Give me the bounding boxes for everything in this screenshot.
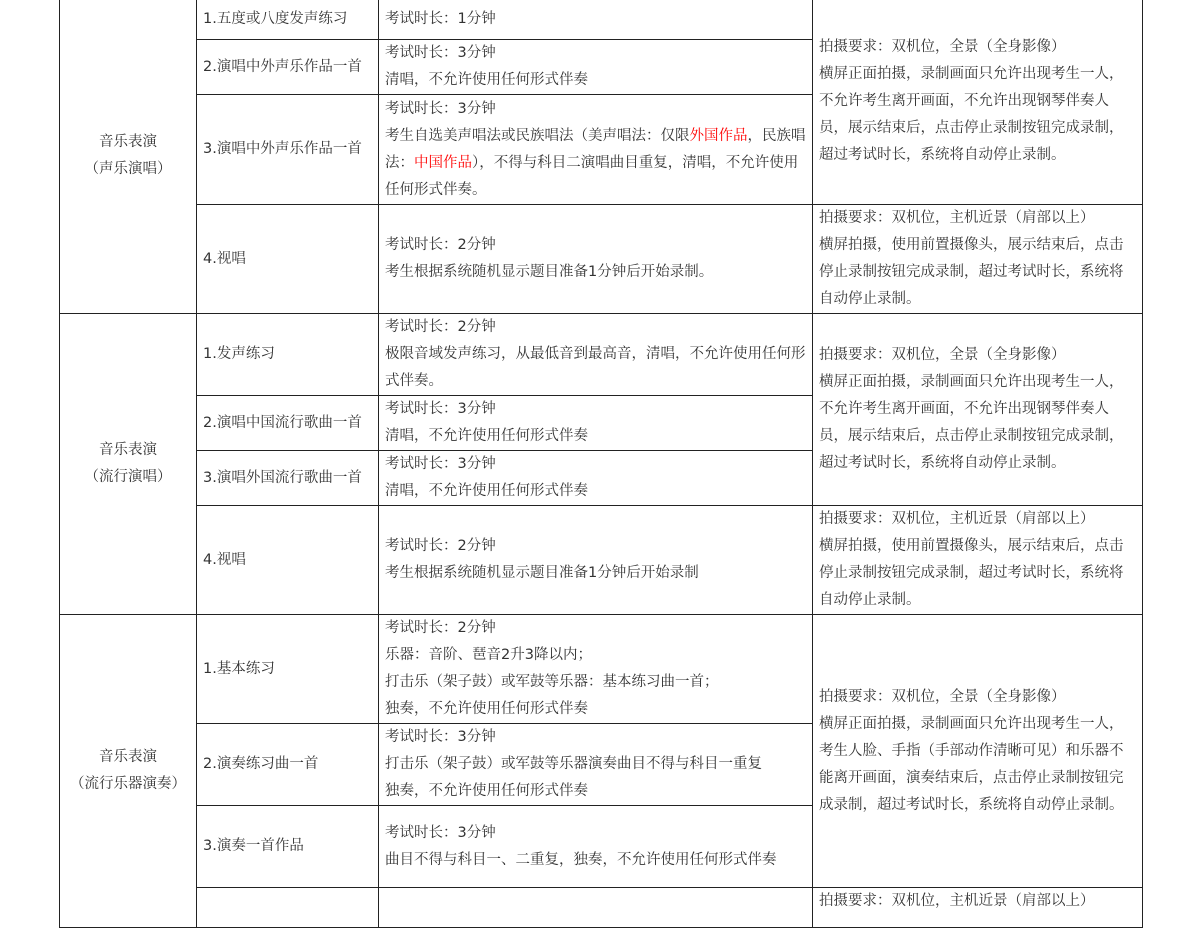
item-details	[379, 724, 813, 806]
item-name: 3.演奏一首作品	[197, 806, 379, 888]
detail-line: 乐器：音阶、琶音2升3降以内；	[385, 647, 592, 663]
table-row	[60, 506, 1143, 615]
table-row	[60, 205, 1143, 314]
detail-line: 独奏，不允许使用任何形式伴奏	[385, 701, 588, 717]
detail-line: 打击乐（架子鼓）或军鼓等乐器演奏曲目不得与科目一重复	[385, 756, 762, 772]
detail-line: 考试时长：3分钟	[385, 729, 496, 745]
requirement-title: 拍摄要求：双机位，主机近景（肩部以上）	[819, 893, 1095, 909]
detail-text: ，民族唱法：	[385, 127, 806, 171]
requirement-text: 横屏正面拍摄，录制画面只允许出现考生一人，不允许考生离开画面，不允许出现钢琴伴奏人员，展示结束后，点击停止录制按钮完成录制，超过考试时长，系统将自动停止录制。	[819, 374, 1124, 471]
exam-requirements-table	[59, 0, 1143, 928]
detail-line: 清唱，不允许使用任何形式伴奏	[385, 483, 588, 499]
requirement-cell	[813, 205, 1143, 314]
requirement-cell	[813, 615, 1143, 888]
detail-line: 打击乐（架子鼓）或军鼓等乐器：基本练习曲一首；	[385, 674, 719, 690]
requirement-title: 拍摄要求：双机位，主机近景（肩部以上）	[819, 511, 1095, 527]
requirement-cell	[813, 888, 1143, 928]
item-details	[379, 40, 813, 95]
detail-line: 曲目不得与科目一、二重复，独奏，不允许使用任何形式伴奏	[385, 851, 777, 868]
highlight-text: 外国作品	[689, 127, 748, 144]
detail-line: 考生根据系统随机显示题目准备1分钟后开始录制	[385, 565, 699, 581]
category-cell	[60, 615, 197, 928]
item-name: 1.五度或八度发声练习	[197, 0, 379, 40]
detail-line-rich	[385, 123, 806, 204]
item-name: 4.视唱	[197, 205, 379, 314]
table-row	[60, 314, 1143, 396]
detail-line: 考试时长：3分钟	[385, 824, 496, 841]
table-row	[60, 615, 1143, 724]
item-details	[379, 451, 813, 506]
requirement-title: 拍摄要求：双机位，全景（全身影像）	[819, 39, 1066, 55]
detail-text: 考生自选美声唱法或民族唱法（美声唱法：仅限	[385, 127, 690, 144]
item-details	[379, 888, 813, 928]
highlight-text: 中国作品	[414, 154, 472, 171]
detail-line: 独奏，不允许使用任何形式伴奏	[385, 783, 588, 799]
item-details	[379, 205, 813, 314]
category-name: 音乐表演	[99, 442, 157, 458]
item-name: 2.演唱中外声乐作品一首	[197, 40, 379, 95]
requirement-title: 拍摄要求：双机位，主机近景（肩部以上）	[819, 210, 1095, 226]
item-details	[379, 806, 813, 888]
requirement-text: 横屏拍摄，使用前置摄像头，展示结束后，点击停止录制按钮完成录制，超过考试时长，系统将自动停止录制。	[819, 237, 1124, 307]
detail-line: 考试时长：2分钟	[385, 319, 496, 335]
detail-line: 清唱，不允许使用任何形式伴奏	[385, 428, 588, 444]
item-details	[379, 314, 813, 396]
table-row	[60, 0, 1143, 40]
detail-line: 考试时长：2分钟	[385, 538, 496, 554]
detail-line: 考试时长：2分钟	[385, 237, 496, 253]
item-name: 1.发声练习	[197, 314, 379, 396]
category-subtitle: （流行乐器演奏）	[70, 776, 186, 792]
detail-text: ），不得与科目二演唱曲目重复，清唱，不允许使用任何形式伴奏。	[385, 154, 799, 198]
table-row	[60, 888, 1143, 928]
detail-line: 考试时长：3分钟	[385, 100, 496, 117]
item-details	[379, 396, 813, 451]
item-name: 2.演奏练习曲一首	[197, 724, 379, 806]
detail-line: 清唱，不允许使用任何形式伴奏	[385, 72, 588, 88]
detail-line: 考生根据系统随机显示题目准备1分钟后开始录制。	[385, 264, 714, 280]
item-name: 2.演唱中国流行歌曲一首	[197, 396, 379, 451]
requirement-cell	[813, 314, 1143, 506]
category-subtitle: （声乐演唱）	[84, 161, 172, 177]
requirement-title: 拍摄要求：双机位，全景（全身影像）	[819, 347, 1066, 363]
item-name	[197, 888, 379, 928]
item-name: 3.演唱外国流行歌曲一首	[197, 451, 379, 506]
detail-line: 考试时长：2分钟	[385, 620, 496, 636]
item-name: 4.视唱	[197, 506, 379, 615]
category-name: 音乐表演	[99, 134, 157, 150]
category-name: 音乐表演	[99, 749, 157, 765]
requirement-text: 横屏正面拍摄，录制画面只允许出现考生一人，考生人脸、手指（手部动作清晰可见）和乐器不能离开画面，演奏结束后，点击停止录制按钮完成录制，超过考试时长，系统将自动停止录制。	[819, 715, 1124, 813]
category-subtitle: （流行演唱）	[84, 469, 172, 485]
item-details	[379, 615, 813, 724]
requirement-cell	[813, 0, 1143, 205]
requirement-text: 横屏拍摄，使用前置摄像头，展示结束后，点击停止录制按钮完成录制，超过考试时长，系统将自动停止录制。	[819, 538, 1124, 608]
requirement-cell	[813, 506, 1143, 615]
detail-line: 考试时长：1分钟	[385, 10, 496, 27]
detail-line: 考试时长：3分钟	[385, 45, 496, 61]
category-cell	[60, 314, 197, 615]
detail-line: 考试时长：3分钟	[385, 456, 496, 472]
requirement-text: 横屏正面拍摄，录制画面只允许出现考生一人，不允许考生离开画面，不允许出现钢琴伴奏人员，展示结束后，点击停止录制按钮完成录制，超过考试时长，系统将自动停止录制。	[819, 66, 1124, 163]
item-details	[379, 0, 813, 40]
detail-line: 考试时长：3分钟	[385, 401, 496, 417]
item-details	[379, 506, 813, 615]
item-name: 3.演唱中外声乐作品一首	[197, 95, 379, 205]
requirement-title: 拍摄要求：双机位，全景（全身影像）	[819, 688, 1066, 705]
item-details	[379, 95, 813, 205]
detail-line: 极限音域发声练习，从最低音到最高音，清唱，不允许使用任何形式伴奏。	[385, 346, 806, 389]
item-name: 1.基本练习	[197, 615, 379, 724]
category-cell	[60, 0, 197, 314]
